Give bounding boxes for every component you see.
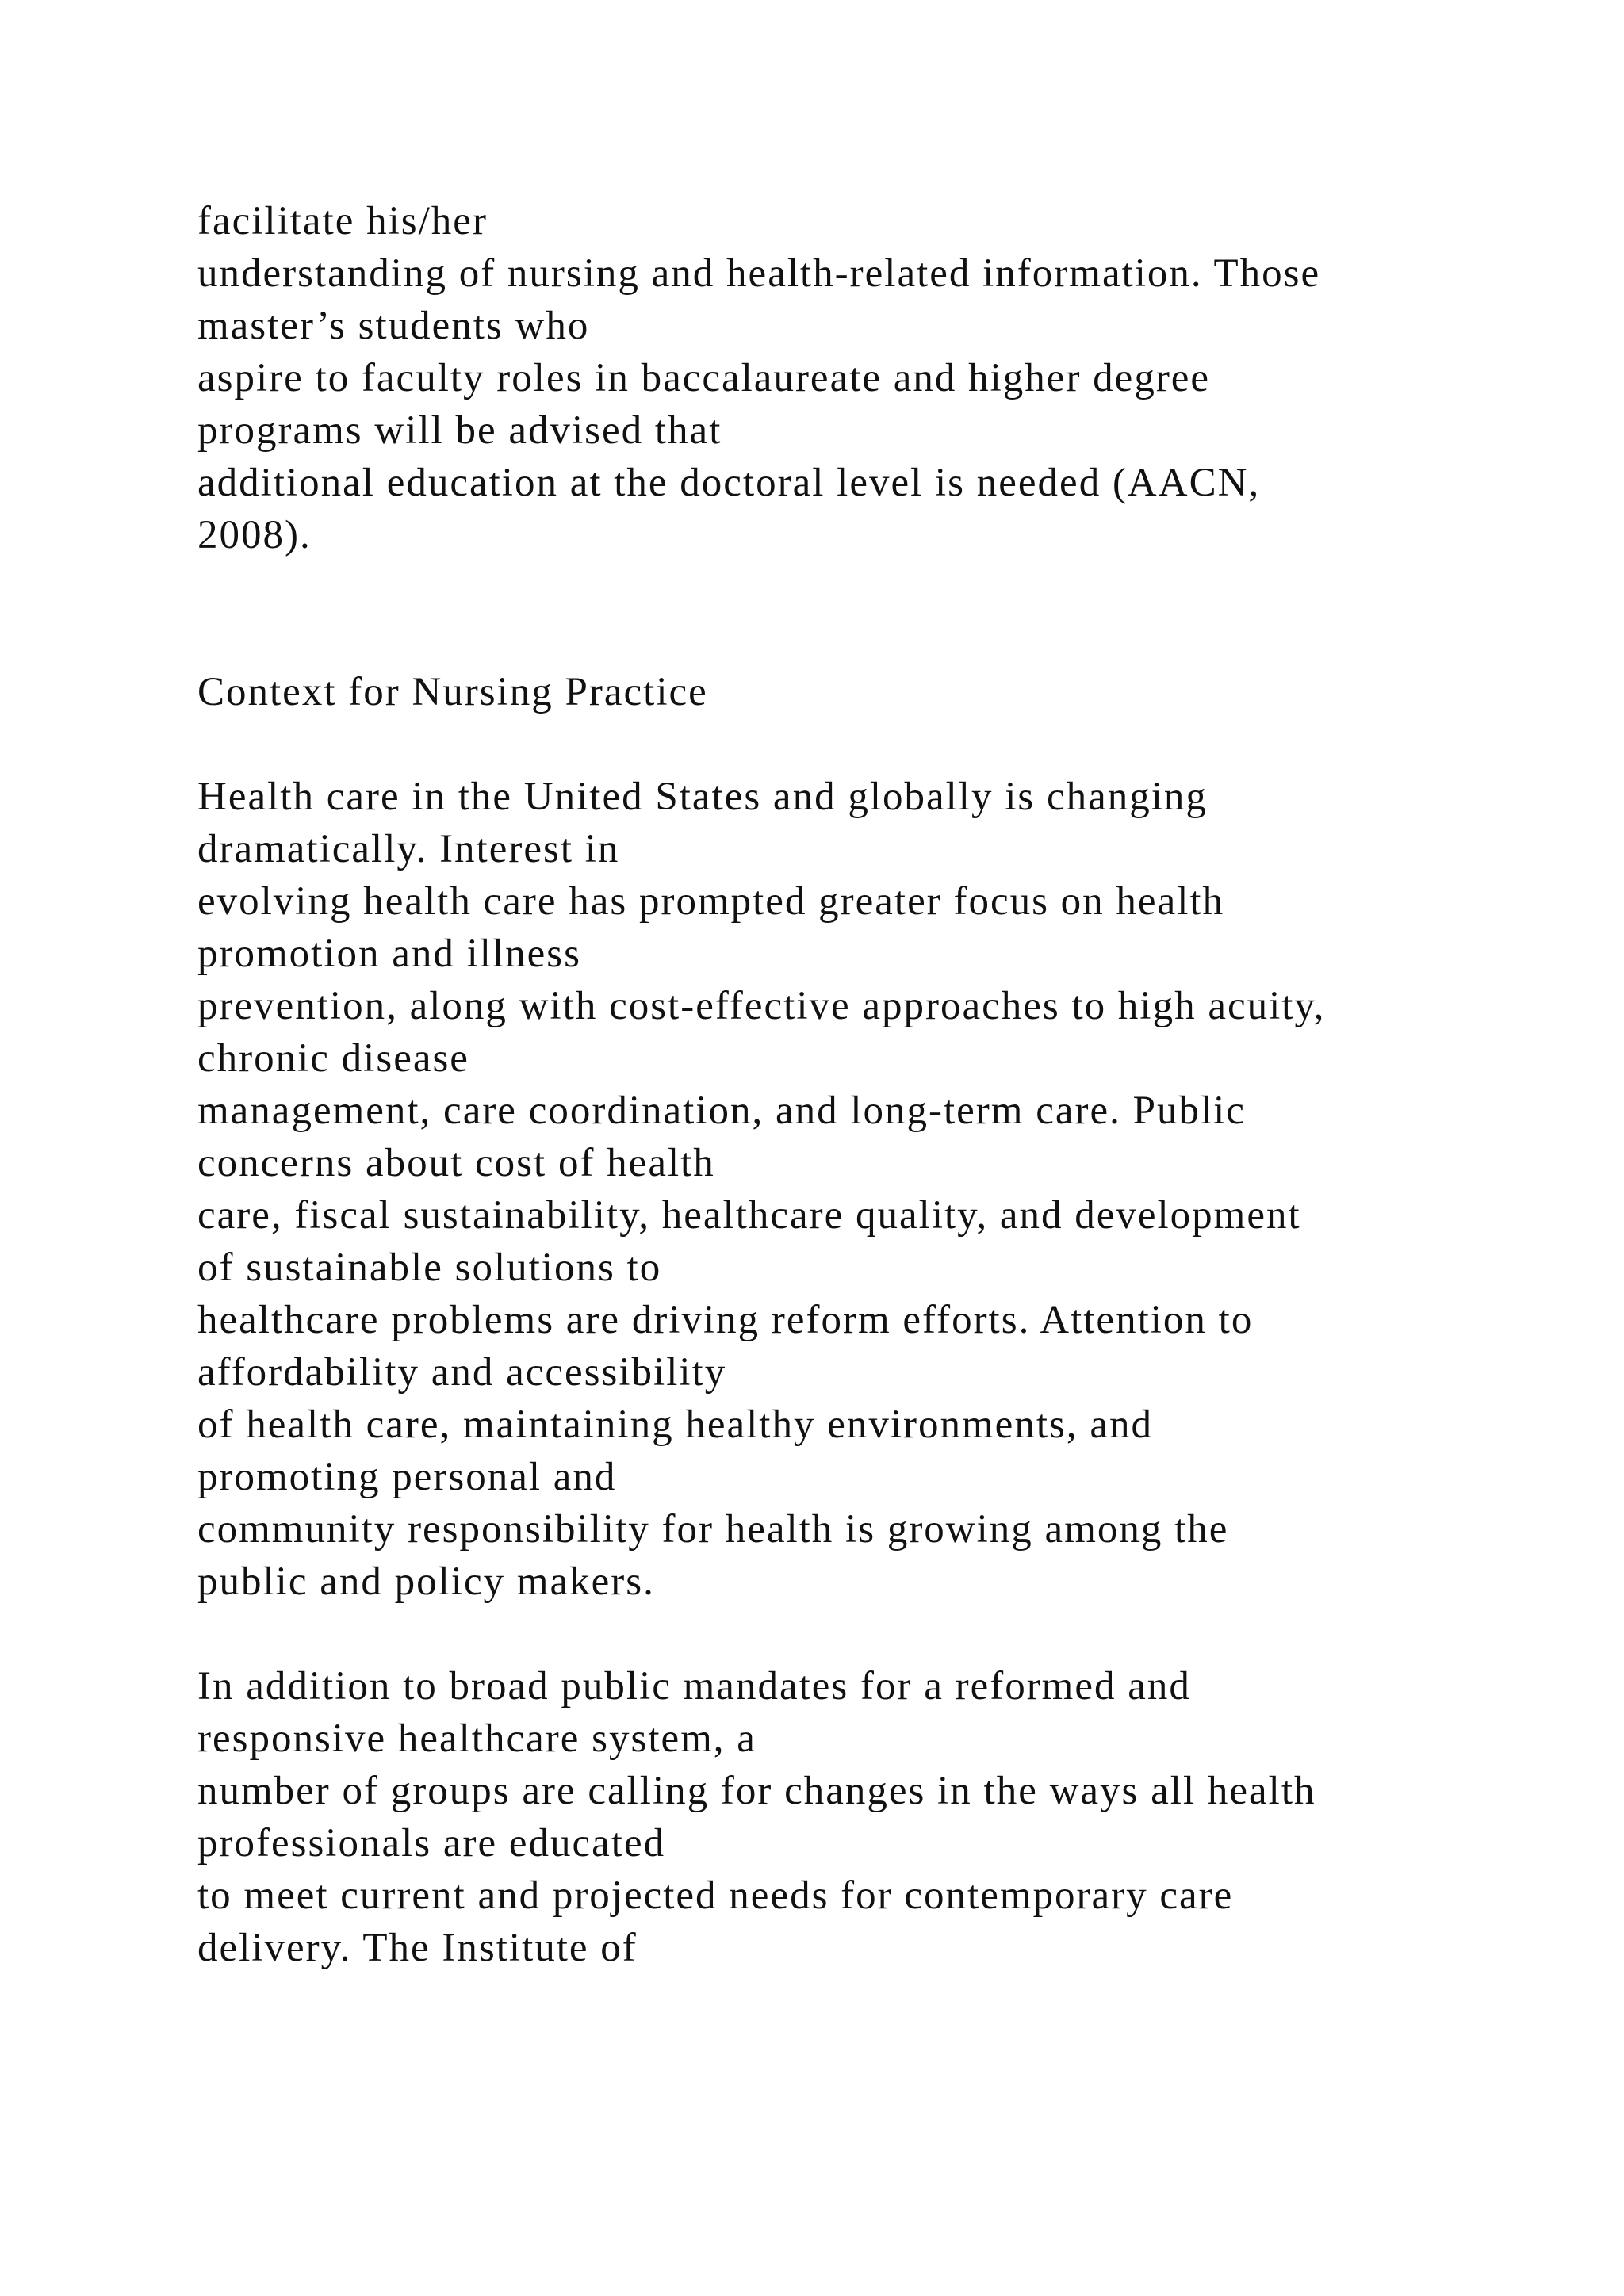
text-line: facilitate his/her (197, 199, 488, 243)
body-paragraph-1 (197, 771, 1545, 1608)
text-line: additional education at the doctoral level is needed (AACN, (197, 461, 1261, 505)
text-line: professionals are educated (197, 1821, 666, 1866)
text-line: understanding of nursing and health-related information. Those (197, 251, 1321, 296)
text-line: In addition to broad public mandates for a reformed and (197, 1664, 1191, 1709)
body-paragraph-2 (197, 1660, 1545, 1974)
section-heading: Context for Nursing Practice (197, 670, 708, 714)
paragraph-spacer (197, 561, 1545, 666)
text-line: management, care coordination, and long-term care. Public (197, 1089, 1246, 1133)
text-line: aspire to faculty roles in baccalaureate and higher degree (197, 356, 1211, 400)
text-line: Health care in the United States and globally is changing (197, 775, 1208, 819)
text-line: evolving health care has prompted greater focus on health (197, 879, 1225, 924)
text-line: of sustainable solutions to (197, 1246, 662, 1290)
paragraph-spacer (197, 1608, 1545, 1660)
text-line: care, fiscal sustainability, healthcare quality, and development (197, 1193, 1301, 1238)
paragraph-spacer (197, 718, 1545, 771)
text-line: of health care, maintaining healthy environments, and (197, 1402, 1153, 1447)
text-line: responsive healthcare system, a (197, 1716, 756, 1761)
text-line: 2008). (197, 513, 312, 557)
document-body (197, 195, 1545, 1974)
text-line: prevention, along with cost-effective approaches to high acuity, (197, 984, 1326, 1028)
text-line: promotion and illness (197, 932, 581, 976)
text-line: community responsibility for health is growing among the (197, 1507, 1229, 1552)
text-line: programs will be advised that (197, 408, 722, 453)
text-line: healthcare problems are driving reform efforts. Attention to (197, 1298, 1254, 1342)
text-line: master’s students who (197, 304, 590, 348)
text-line: to meet current and projected needs for contemporary care (197, 1873, 1234, 1918)
text-line: concerns about cost of health (197, 1141, 715, 1185)
text-line: number of groups are calling for changes in the ways all health (197, 1769, 1316, 1813)
intro-paragraph (197, 195, 1545, 561)
text-line: affordability and accessibility (197, 1350, 727, 1395)
text-line: promoting personal and (197, 1455, 617, 1499)
text-line: delivery. The Institute of (197, 1926, 638, 1970)
text-line: chronic disease (197, 1036, 469, 1081)
text-line: dramatically. Interest in (197, 827, 620, 871)
text-line: public and policy makers. (197, 1559, 655, 1604)
